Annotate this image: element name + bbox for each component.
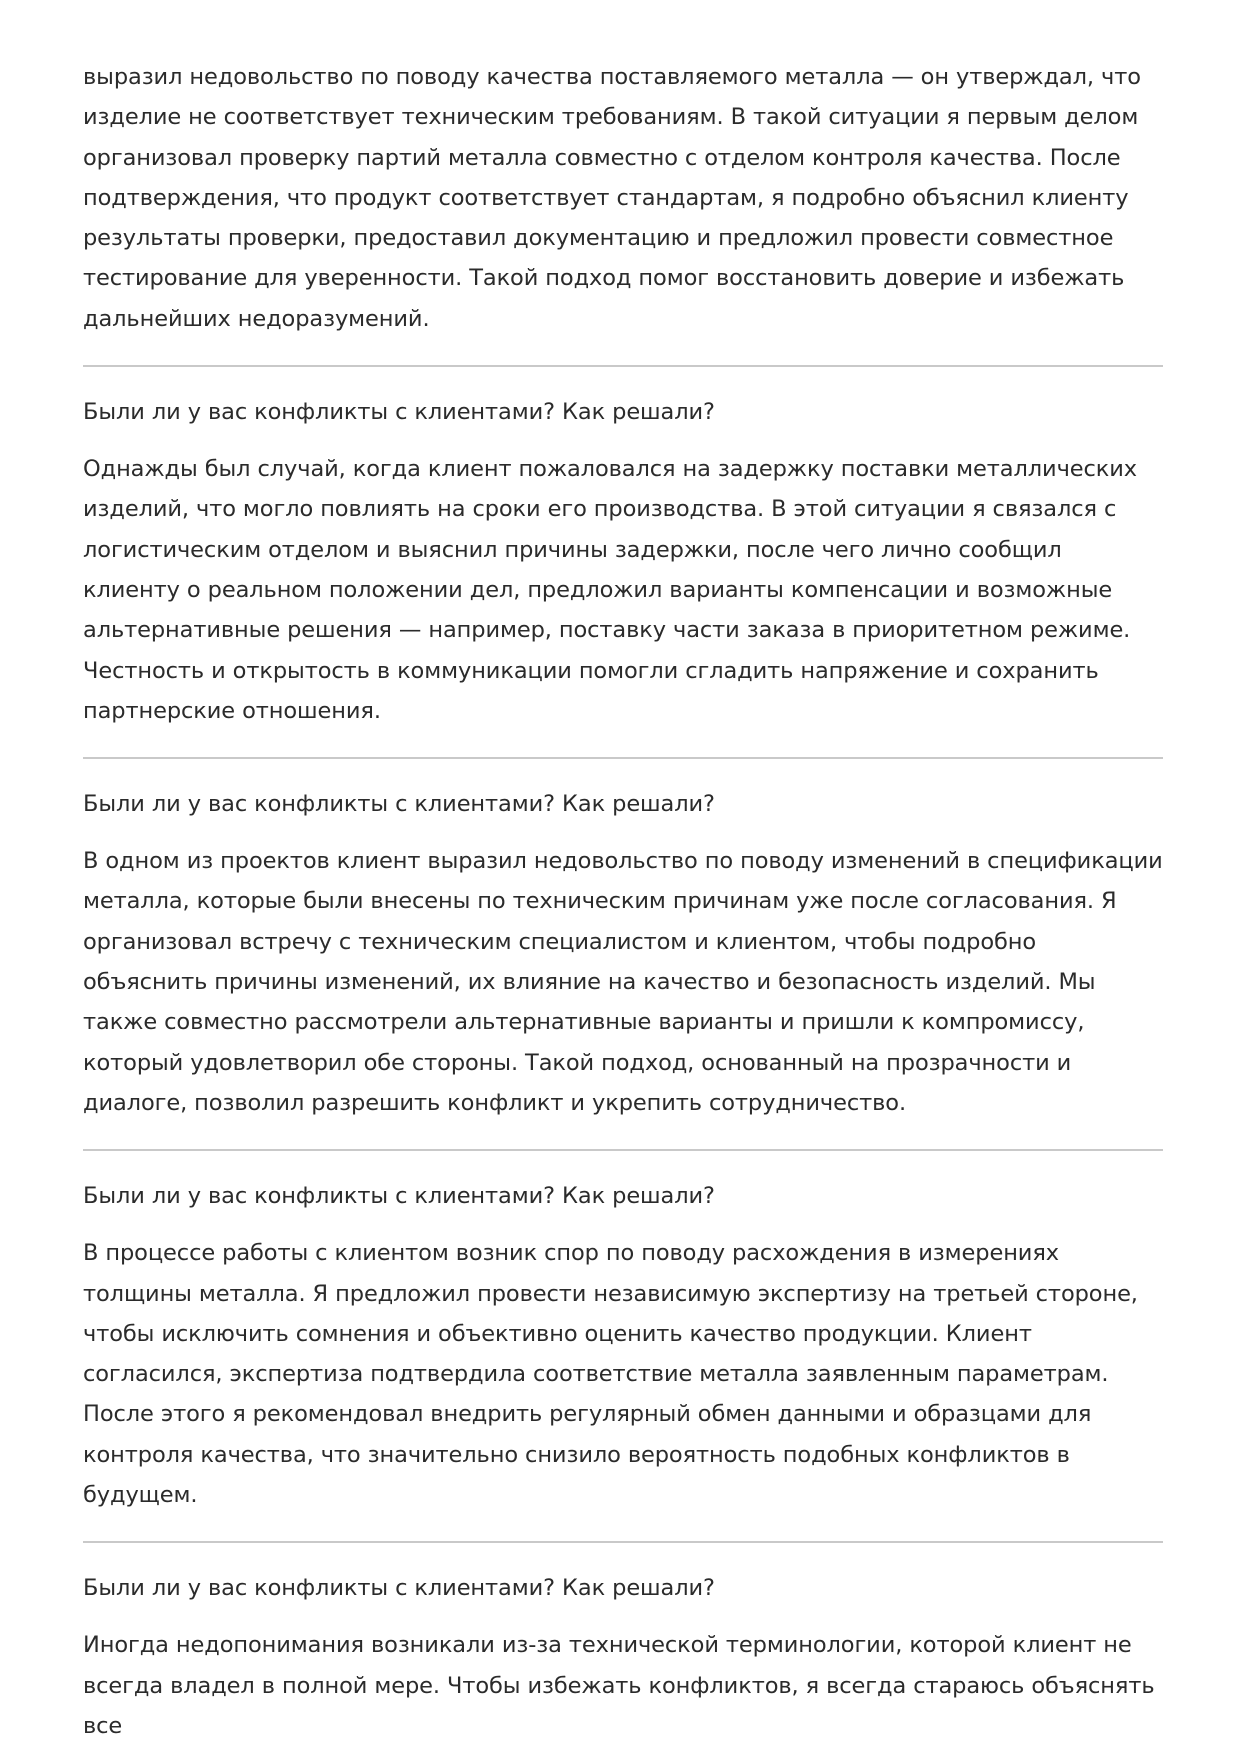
question-text: Были ли у вас конфликты с клиентами? Как решали? — [83, 1575, 715, 1602]
section-divider — [83, 1149, 1163, 1151]
answer-text: В одном из проектов клиент выразил недовольство по поводу изменений в спецификации металла, которые были внесены по техническим причинам уже после согласования. Я организовал встречу с техническим специалистом и клиентом, чтобы подробно объяснить причины изменений, их влияние на качество и безопасность изделий. Мы также совместно рассмотрели альтернативные варианты и пришли к компромиссу, который удовлетворил обе стороны. Такой подход, основанный на прозрачности и диалоге, позволил разрешить конфликт и укрепить сотрудничество. — [83, 848, 1163, 1116]
question-text: Были ли у вас конфликты с клиентами? Как решали? — [83, 1183, 715, 1210]
question-text: Были ли у вас конфликты с клиентами? Как решали? — [83, 791, 715, 818]
section-divider — [83, 757, 1163, 759]
answer-text: В процессе работы с клиентом возник спор по поводу расхождения в измерениях толщины металла. Я предложил провести независимую экспертизу на третьей стороне, чтобы исключить сомнения и объективно оценить качество продукции. Клиент согласился, экспертиза подтвердила соответствие металла заявленным параметрам. После этого я рекомендовал внедрить регулярный обмен данными и образцами для контроля качества, что значительно снизило вероятность подобных конфликтов в будущем. — [83, 1240, 1138, 1509]
answer-text: выразил недовольство по поводу качества поставляемого металла — он утверждал, что изделие не соответствует техническим требованиям. В такой ситуации я первым делом организовал проверку партий металла совместно с отделом контроля качества. После подтверждения, что продукт соответствует стандартам, я подробно объяснил клиенту результаты проверки, предоставил документацию и предложил провести совместное тестирование для уверенности. Такой подход помог восстановить доверие и избежать дальнейших недоразумений. — [83, 64, 1141, 332]
qa-section — [83, 1181, 1163, 1515]
section-divider — [83, 365, 1163, 367]
document-page — [83, 57, 1163, 1746]
answer-text: Иногда недопонимания возникали из-за технической терминологии, которой клиент не всегда владел в полной мере. Чтобы избежать конфликтов, я всегда стараюсь объяснять все — [83, 1632, 1155, 1739]
qa-section — [83, 789, 1163, 1123]
answer-text: Однажды был случай, когда клиент пожаловался на задержку поставки металлических изделий, что могло повлиять на сроки его производства. В этой ситуации я связался с логистическим отделом и выяснил причины задержки, после чего лично сообщил клиенту о реальном положении дел, предложил варианты компенсации и возможные альтернативные решения — например, поставку части заказа в приоритетном режиме. Честность и открытость в коммуникации помогли сгладить напряжение и сохранить партнерские отношения. — [83, 456, 1138, 724]
question-text: Были ли у вас конфликты с клиентами? Как решали? — [83, 399, 715, 426]
qa-section — [83, 1573, 1163, 1746]
section-divider — [83, 1541, 1163, 1543]
qa-section — [83, 397, 1163, 731]
